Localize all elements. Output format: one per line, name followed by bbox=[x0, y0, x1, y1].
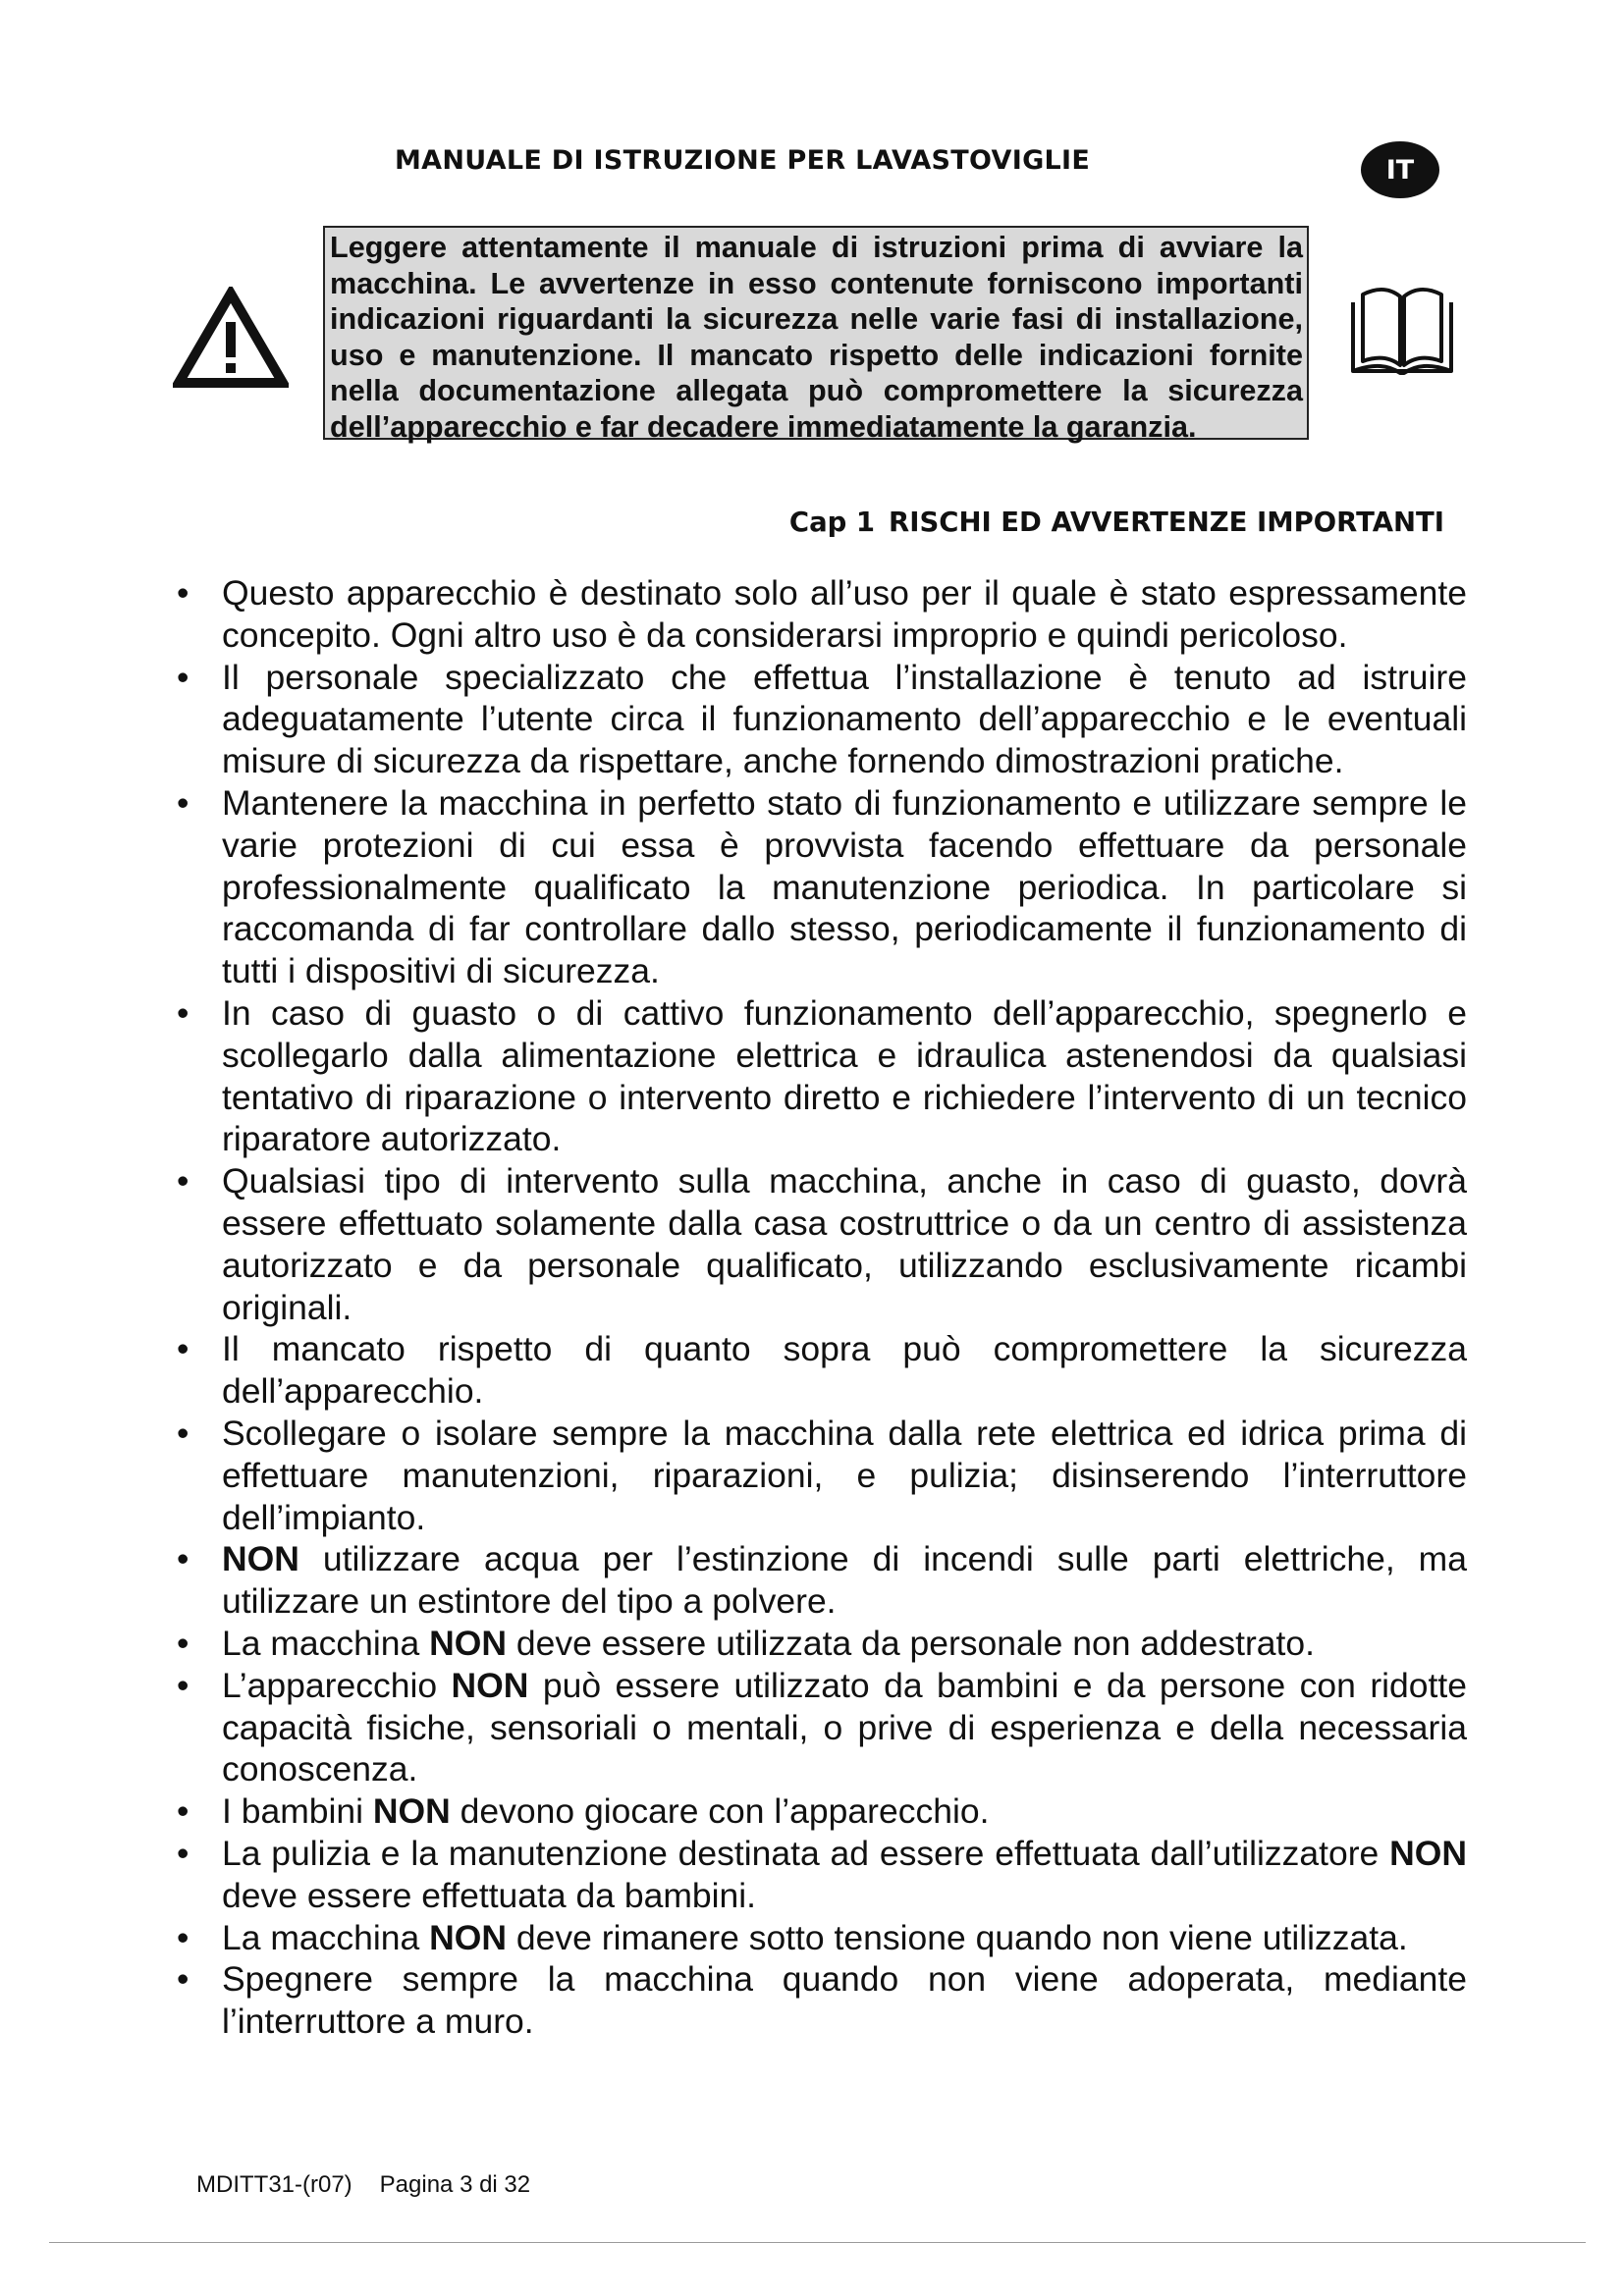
rule-text: L’apparecchio bbox=[222, 1665, 452, 1705]
rule-emphasis: NON bbox=[372, 1791, 451, 1832]
list-item: • Il mancato rispetto di quanto sopra può compromettere la sicurezza dell’apparecchio. bbox=[222, 1328, 1467, 1413]
language-badge: IT bbox=[1361, 141, 1439, 198]
footer-divider bbox=[49, 2242, 1586, 2243]
list-item: • Qualsiasi tipo di intervento sulla macchina, anche in caso di guasto, dovrà essere effettuato solamente dalla casa costruttrice o da un centro di assistenza autorizzato e da personale qualificato, utilizzando esclusivamente ricambi originali. bbox=[222, 1160, 1467, 1328]
page-footer bbox=[196, 2171, 530, 2199]
list-item bbox=[222, 1917, 1467, 1959]
rule-text: deve rimanere sotto tensione quando non viene utilizzata. bbox=[507, 1917, 1408, 1957]
list-item: • Il personale specializzato che effettua l’installazione è tenuto ad istruire adeguatamente l’utente circa il funzionamento dell’apparecchio e le eventuali misure di sicurezza da rispettare, anche fornendo dimostrazioni pratiche. bbox=[222, 657, 1467, 782]
warning-notice: Leggere attentamente il manuale di istruzioni prima di avviare la macchina. Le avvertenze in esso contenute forniscono importanti indicazioni riguardanti la sicurezza nelle varie fasi di installazione, uso e manutenzione. Il mancato rispetto delle indicazioni fornite nella documentazione allegata può compromettere la sicurezza dell’apparecchio e far decadere immediatamente la garanzia. bbox=[323, 226, 1309, 440]
list-item: • Scollegare o isolare sempre la macchina dalla rete elettrica ed idrica prima di effettuare manutenzioni, riparazioni, e pulizia; disinserendo l’interruttore dell’impianto. bbox=[222, 1413, 1467, 1538]
warning-triangle-icon bbox=[173, 287, 289, 389]
chapter-heading bbox=[789, 507, 1444, 538]
list-item: • Questo apparecchio è destinato solo all’uso per il quale è stato espressamente concepito. Ogni altro uso è da considerarsi improprio e quindi pericoloso. bbox=[222, 572, 1467, 657]
list-item bbox=[222, 1665, 1467, 1790]
rule-text: La pulizia e la manutenzione destinata ad essere effettuata dall’utilizzatore bbox=[222, 1833, 1390, 1873]
rule-emphasis: NON bbox=[451, 1665, 529, 1705]
rule-emphasis: NON bbox=[429, 1917, 508, 1957]
rule-emphasis: NON bbox=[429, 1623, 508, 1663]
rule-text: deve essere utilizzata da personale non addestrato. bbox=[507, 1623, 1315, 1663]
chapter-number: Cap 1 bbox=[788, 507, 876, 538]
rule-emphasis: NON bbox=[222, 1539, 299, 1579]
rule-text: deve essere effettuata da bambini. bbox=[222, 1875, 757, 1915]
rule-text: devono giocare con l’apparecchio. bbox=[450, 1791, 990, 1832]
open-book-icon bbox=[1345, 277, 1459, 379]
list-item bbox=[222, 1538, 1467, 1623]
page-number: Pagina 3 di 32 bbox=[379, 2171, 531, 2198]
list-item: • Spegnere sempre la macchina quando non viene adoperata, mediante l’interruttore a muro. bbox=[222, 1958, 1467, 2043]
list-item bbox=[222, 1790, 1467, 1833]
rule-text: La macchina bbox=[222, 1623, 430, 1663]
list-item bbox=[222, 1623, 1467, 1665]
rule-text: I bambini bbox=[222, 1791, 373, 1832]
list-item: • Mantenere la macchina in perfetto stato di funzionamento e utilizzare sempre le varie protezioni di cui essa è provvista facendo effettuare da personale professionalmente qualificato la manutenzione periodica. In particolare si raccomanda di far controllare dallo stesso, periodicamente il funzionamento di tutti i dispositivi di sicurezza. bbox=[222, 782, 1467, 992]
list-item bbox=[222, 1833, 1467, 1917]
rule-text: può essere utilizzato da bambini e da persone con ridotte capacità fisiche, sensoriali o mentali, o prive di esperienza e della necessaria conoscenza. bbox=[222, 1665, 1467, 1789]
page-title: MANUALE DI ISTRUZIONE PER LAVASTOVIGLIE bbox=[395, 145, 1091, 176]
list-item: • In caso di guasto o di cattivo funzionamento dell’apparecchio, spegnerlo e scollegarlo dalla alimentazione elettrica e idraulica astenendosi da qualsiasi tentativo di riparazione o intervento diretto e richiedere l’intervento di un tecnico riparatore autorizzato. bbox=[222, 992, 1467, 1160]
chapter-title: RISCHI ED AVVERTENZE IMPORTANTI bbox=[889, 507, 1444, 538]
rule-emphasis: NON bbox=[1389, 1833, 1467, 1873]
document-code: MDITT31-(r07) bbox=[196, 2171, 352, 2198]
rule-text: utilizzare acqua per l’estinzione di incendi sulle parti elettriche, ma utilizzare un estintore del tipo a polvere. bbox=[222, 1539, 1467, 1622]
safety-rules-list bbox=[222, 572, 1467, 2043]
rule-text: La macchina bbox=[222, 1917, 430, 1957]
